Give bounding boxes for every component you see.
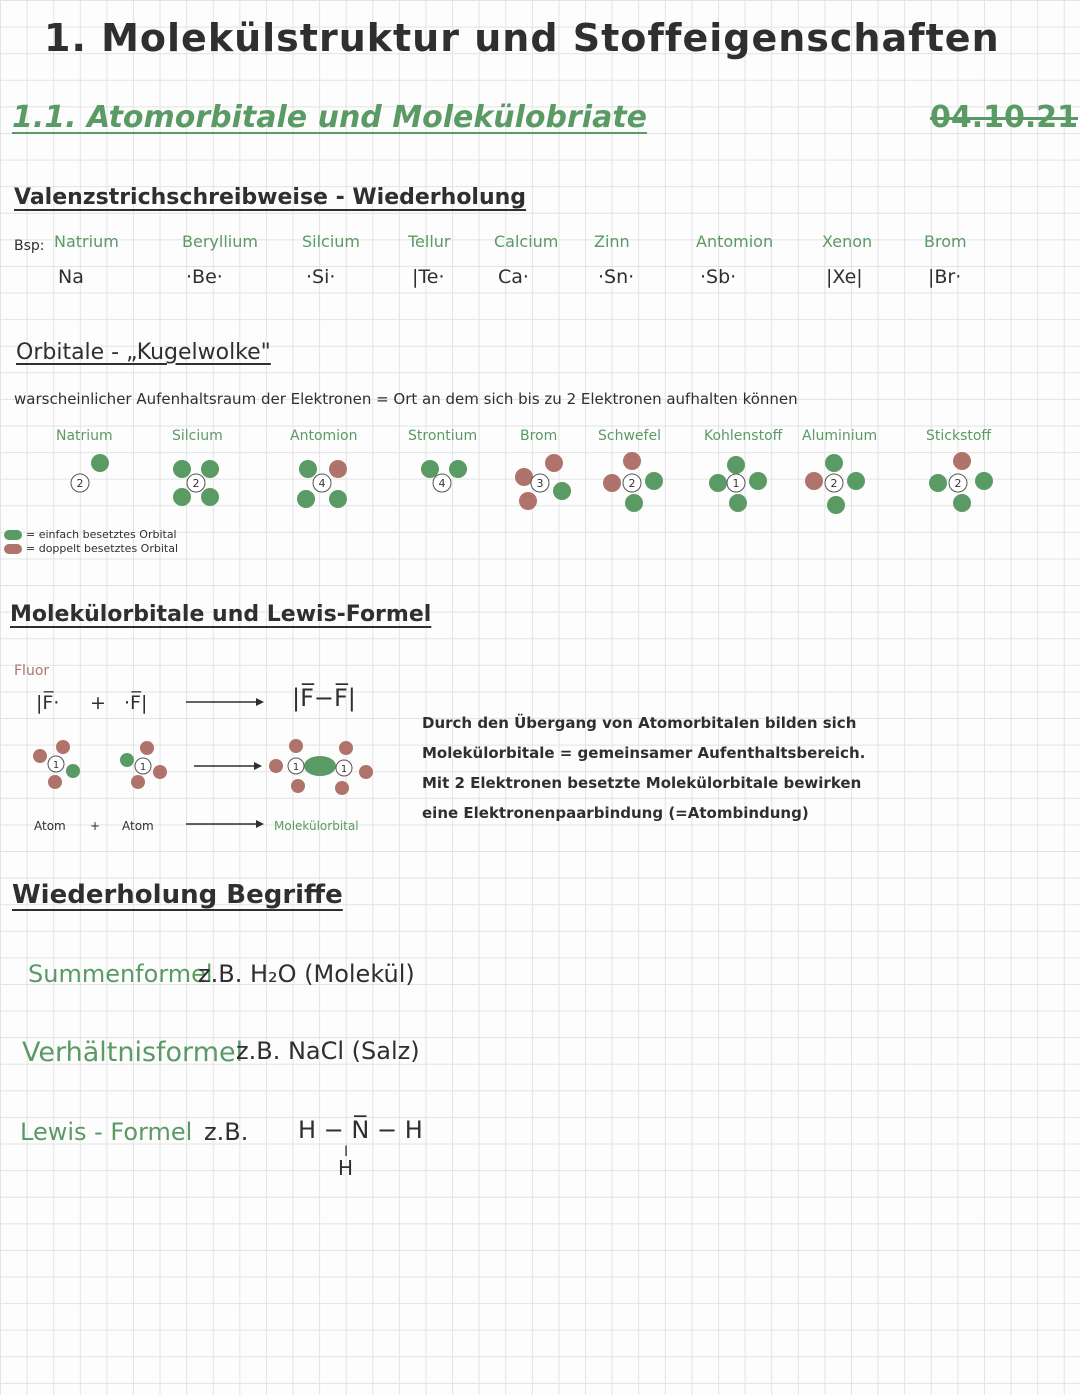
valence-symbol: |Br·: [928, 266, 962, 288]
valence-name: Zinn: [594, 232, 630, 251]
atom-core-label: 1: [732, 477, 740, 490]
orbital-double: [603, 474, 621, 492]
orbital-double: [545, 454, 563, 472]
orbital-double: [329, 460, 347, 478]
arrow-head-2: [254, 762, 262, 770]
orbital-diagram: [794, 448, 874, 518]
fluor-formula-right: ·F̅|: [124, 692, 148, 714]
terms-heading: Wiederholung Begriffe: [12, 880, 343, 910]
orbital-single: [975, 472, 993, 490]
arrow-head-3: [256, 820, 264, 828]
core-label-mol-left: 1: [292, 762, 300, 773]
fluor-plus: +: [90, 692, 106, 714]
valence-name: Tellur: [408, 232, 451, 251]
orbital-single: [201, 488, 219, 506]
orbital-element-name: Strontium: [408, 428, 478, 444]
arrow-head-1: [256, 698, 264, 706]
orbital-double: [33, 749, 47, 763]
lewis-nh3-bond: I: [344, 1144, 349, 1160]
orbital-double: [131, 775, 145, 789]
orbital-single: [825, 454, 843, 472]
orbital-double: [48, 775, 62, 789]
valence-symbol: Ca·: [498, 266, 529, 288]
fluor-formula-result: |F̅−F̅|: [292, 684, 356, 712]
orbital-single: [297, 490, 315, 508]
orbital-double: [953, 452, 971, 470]
term-verhaeltnisformel: Verhältnisformel: [22, 1037, 244, 1068]
section-subtitle: 1.1. Atomorbitale und Molekülobriate: [12, 100, 648, 135]
legend-double-swatch: [4, 544, 22, 554]
valence-symbol: Na: [58, 266, 84, 288]
orbital-double: [515, 468, 533, 486]
atom-core-label: 2: [628, 477, 636, 490]
orbital-single: [201, 460, 219, 478]
valence-name: Antomion: [696, 232, 774, 251]
orbital-diagram: [156, 448, 236, 518]
atom-core-label: 4: [438, 477, 446, 490]
orbital-element-name: Natrium: [56, 428, 113, 444]
example-prefix: Bsp:: [14, 238, 45, 254]
valence-symbol: ·Sn·: [598, 266, 635, 288]
term-summenformel: Summenformel: [28, 960, 213, 988]
explanation-line: Durch den Übergang von Atomorbitalen bilden sich: [422, 714, 857, 732]
orbital-diagram: [402, 448, 482, 518]
orbital-single: [91, 454, 109, 472]
valence-symbol: ·Be·: [186, 266, 223, 288]
valence-name: Brom: [924, 232, 967, 251]
orbital-single: [120, 753, 134, 767]
orbital-single: [173, 460, 191, 478]
orbital-double: [56, 740, 70, 754]
orbital-single: [727, 456, 745, 474]
orbital-double: [289, 739, 303, 753]
term-summenformel-example: z.B. H₂O (Molekül): [198, 960, 415, 988]
orbital-single: [66, 764, 80, 778]
atom-core-label: 2: [954, 477, 962, 490]
page-title: 1. Molekülstruktur und Stoffeigenschaften: [44, 16, 1000, 60]
orbital-single: [953, 494, 971, 512]
orbital-single: [827, 496, 845, 514]
atom-core-label: 2: [76, 477, 84, 490]
legend-single-swatch: [4, 530, 22, 540]
molecular-orbital-bond: [304, 756, 336, 776]
orbital-diagram: [40, 448, 120, 518]
term-lewis: Lewis - Formel: [20, 1118, 193, 1146]
orbital-single: [173, 488, 191, 506]
explanation-line: Molekülorbitale = gemeinsamer Aufenthaltsbereich.: [422, 744, 866, 762]
valence-symbol: ·Sb·: [700, 266, 737, 288]
core-label-right: 1: [139, 762, 147, 773]
orbital-definition: warscheinlicher Aufenhaltsraum der Elektronen = Ort an dem sich bis zu 2 Elektronen aufhalten können: [14, 390, 798, 408]
valence-heading: Valenzstrichschreibweise - Wiederholung: [14, 185, 527, 210]
explanation-line: Mit 2 Elektronen besetzte Molekülorbitale bewirken: [422, 774, 862, 792]
orbital-double: [519, 492, 537, 510]
orbital-single: [553, 482, 571, 500]
molecular-explanation: [422, 708, 865, 828]
orbital-element-name: Brom: [520, 428, 558, 444]
orbital-double: [805, 472, 823, 490]
orbital-single: [729, 494, 747, 512]
orbital-double: [140, 741, 154, 755]
label-atom-1: Atom: [34, 819, 66, 833]
label-molecular-orbital: Molekülorbital: [274, 819, 359, 833]
lewis-nh3-top: H − N̅ − H: [298, 1116, 423, 1144]
orbital-single: [929, 474, 947, 492]
atom-core-label: 3: [536, 477, 544, 490]
orbital-single: [449, 460, 467, 478]
legend-single: = einfach besetztes Orbital: [26, 528, 177, 541]
fluor-formula-left: |F̅·: [36, 692, 60, 714]
orbital-single: [329, 490, 347, 508]
orbital-single: [299, 460, 317, 478]
orbital-element-name: Schwefel: [598, 428, 661, 444]
orbital-single: [625, 494, 643, 512]
orbital-double: [269, 759, 283, 773]
orbital-diagram: [592, 448, 672, 518]
orbital-heading: Orbitale - „Kugelwolke": [16, 340, 271, 365]
orbital-single: [709, 474, 727, 492]
orbital-double: [335, 781, 349, 795]
core-label-left: 1: [52, 760, 60, 771]
valence-name: Silcium: [302, 232, 361, 251]
orbital-diagram: [282, 448, 362, 518]
atom-core-label: 2: [830, 477, 838, 490]
orbital-double: [291, 779, 305, 793]
valence-symbol: |Xe|: [826, 266, 863, 288]
molecular-heading: Molekülorbitale und Lewis-Formel: [10, 602, 432, 627]
orbital-single: [847, 472, 865, 490]
fluor-label: Fluor: [14, 663, 50, 679]
orbital-diagram: [918, 448, 998, 518]
atom-core-label: 4: [318, 477, 326, 490]
date: 04.10.21: [930, 100, 1079, 135]
orbital-single: [749, 472, 767, 490]
orbital-single: [421, 460, 439, 478]
orbital-element-name: Aluminium: [802, 428, 878, 444]
valence-name: Beryllium: [182, 232, 258, 251]
core-label-mol-right: 1: [340, 764, 348, 775]
valence-name: Calcium: [494, 232, 559, 251]
orbital-single: [645, 472, 663, 490]
orbital-double: [359, 765, 373, 779]
term-lewis-example: z.B.: [204, 1118, 249, 1146]
valence-name: Xenon: [822, 232, 873, 251]
label-plus: +: [90, 819, 101, 833]
orbital-element-name: Antomion: [290, 428, 358, 444]
valence-name: Natrium: [54, 232, 119, 251]
orbital-diagram: [696, 448, 776, 518]
label-atom-2: Atom: [122, 819, 154, 833]
orbital-element-name: Kohlenstoff: [704, 428, 783, 444]
legend-double: = doppelt besetztes Orbital: [26, 542, 178, 555]
orbital-double: [339, 741, 353, 755]
term-verhaeltnisformel-example: z.B. NaCl (Salz): [236, 1037, 420, 1065]
atom-core-label: 2: [192, 477, 200, 490]
explanation-line: eine Elektronenpaarbindung (=Atombindung): [422, 804, 809, 822]
orbital-diagram: [500, 448, 580, 518]
valence-symbol: |Te·: [412, 266, 445, 288]
orbital-double: [153, 765, 167, 779]
lewis-nh3-bottom: H: [338, 1156, 354, 1180]
orbital-element-name: Stickstoff: [926, 428, 992, 444]
orbital-element-name: Silcium: [172, 428, 223, 444]
valence-symbol: ·Si·: [306, 266, 336, 288]
orbital-double: [623, 452, 641, 470]
